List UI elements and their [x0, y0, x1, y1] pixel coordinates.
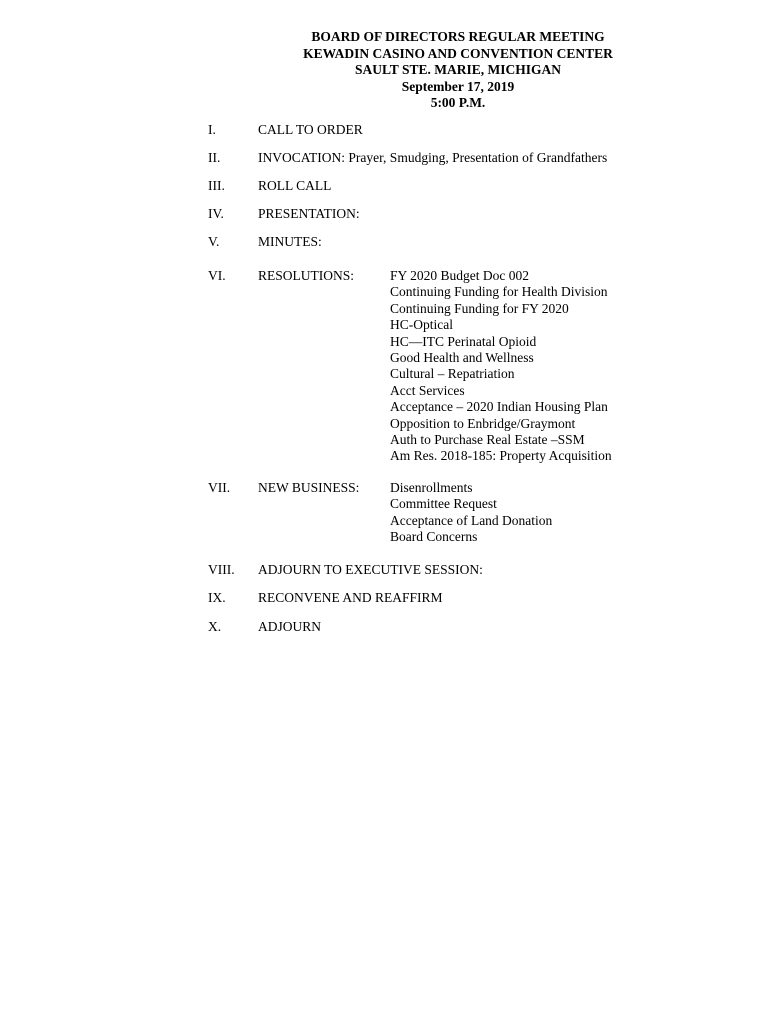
resolution-item: Cultural – Repatriation — [390, 366, 515, 382]
resolution-item: Acceptance – 2020 Indian Housing Plan — [390, 399, 608, 415]
agenda-numeral: II. — [208, 150, 221, 165]
agenda-title: NEW BUSINESS: — [258, 480, 360, 495]
agenda-title: CALL TO ORDER — [258, 122, 363, 137]
agenda-numeral: V. — [208, 234, 220, 249]
new-business-item: Committee Request — [390, 496, 497, 512]
resolution-item: Opposition to Enbridge/Graymont — [390, 415, 576, 431]
agenda-title: INVOCATION: Prayer, Smudging, Presentation of Grandfathers — [258, 150, 608, 165]
agenda-numeral: X. — [208, 619, 222, 634]
resolution-item: HC—ITC Perinatal Opioid — [390, 333, 537, 349]
agenda-title: ADJOURN TO EXECUTIVE SESSION: — [258, 562, 483, 577]
new-business-list — [390, 480, 552, 546]
resolution-item: HC-Optical — [390, 317, 453, 333]
header-time: 5:00 P.M. — [430, 95, 486, 111]
agenda-numeral: VI. — [208, 268, 226, 283]
new-business-item: Board Concerns — [390, 529, 478, 545]
agenda-title: ADJOURN — [258, 619, 322, 634]
agenda-title: ROLL CALL — [258, 178, 332, 193]
resolution-item: Good Health and Wellness — [390, 350, 534, 366]
agenda-numeral: I. — [208, 122, 216, 137]
agenda-title: PRESENTATION: — [258, 206, 360, 221]
agenda-numeral: IV. — [208, 206, 224, 221]
resolutions-list — [390, 268, 612, 465]
resolution-item: FY 2020 Budget Doc 002 — [390, 268, 529, 283]
resolution-item: Continuing Funding for Health Division — [390, 284, 608, 300]
resolution-item: Am Res. 2018-185: Property Acquisition — [390, 448, 612, 464]
agenda-numeral: VIII. — [208, 562, 235, 577]
agenda-title: RESOLUTIONS: — [258, 268, 355, 283]
agenda-numeral: IX. — [208, 590, 226, 605]
agenda-title: RECONVENE AND REAFFIRM — [258, 590, 443, 605]
header-location: SAULT STE. MARIE, MICHIGAN — [355, 62, 561, 78]
agenda-numeral: III. — [208, 178, 225, 193]
header-title: BOARD OF DIRECTORS REGULAR MEETING — [311, 29, 605, 44]
resolution-item: Auth to Purchase Real Estate –SSM — [390, 432, 585, 448]
new-business-item: Acceptance of Land Donation — [390, 512, 553, 528]
resolution-item: Acct Services — [390, 382, 465, 398]
agenda-numeral: VII. — [208, 480, 231, 495]
agenda-title: MINUTES: — [258, 234, 322, 249]
header-venue: KEWADIN CASINO AND CONVENTION CENTER — [303, 45, 613, 61]
meeting-header — [0, 29, 770, 112]
header-date: September 17, 2019 — [401, 78, 515, 94]
new-business-item: Disenrollments — [390, 480, 473, 495]
resolution-item: Continuing Funding for FY 2020 — [390, 300, 569, 316]
